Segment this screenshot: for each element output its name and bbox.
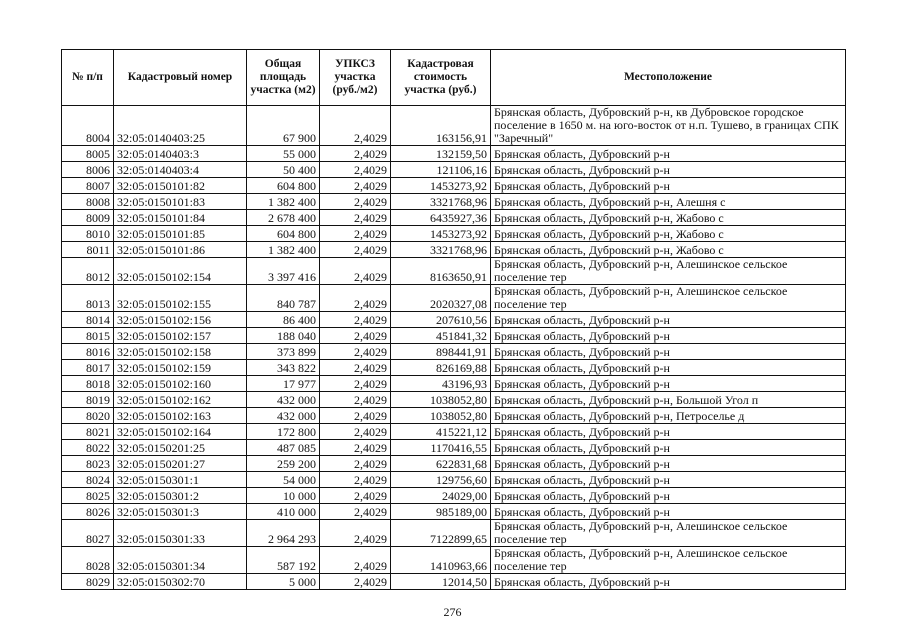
row-rate: 2,4029 [320, 574, 391, 590]
row-number: 8021 [62, 424, 114, 440]
row-cadastral-number: 32:05:0150101:82 [114, 178, 247, 194]
row-location: Брянская область, Дубровский р-н [491, 440, 846, 456]
row-area: 604 800 [247, 226, 320, 242]
row-cost: 1038052,80 [391, 408, 491, 424]
row-cadastral-number: 32:05:0150102:155 [114, 285, 247, 312]
row-location: Брянская область, Дубровский р-н, Алешинское сельское поселение тер [491, 520, 846, 547]
table-row [62, 408, 846, 424]
row-rate: 2,4029 [320, 210, 391, 226]
row-number: 8017 [62, 360, 114, 376]
row-rate: 2,4029 [320, 488, 391, 504]
row-area: 410 000 [247, 504, 320, 520]
header-location: Местоположение [491, 50, 846, 106]
header-cadastral: Кадастровый номер [114, 50, 247, 106]
row-location: Брянская область, Дубровский р-н [491, 328, 846, 344]
row-cost: 898441,91 [391, 344, 491, 360]
table-row [62, 242, 846, 258]
row-number: 8015 [62, 328, 114, 344]
row-cost: 1410963,66 [391, 547, 491, 574]
row-area: 432 000 [247, 408, 320, 424]
row-location: Брянская область, Дубровский р-н [491, 312, 846, 328]
table-row [62, 106, 846, 146]
row-location: Брянская область, Дубровский р-н [491, 178, 846, 194]
row-rate: 2,4029 [320, 226, 391, 242]
row-number: 8013 [62, 285, 114, 312]
row-rate: 2,4029 [320, 242, 391, 258]
row-rate: 2,4029 [320, 504, 391, 520]
row-cadastral-number: 32:05:0150102:162 [114, 392, 247, 408]
row-number: 8007 [62, 178, 114, 194]
row-number: 8029 [62, 574, 114, 590]
row-cadastral-number: 32:05:0150201:27 [114, 456, 247, 472]
row-area: 2 678 400 [247, 210, 320, 226]
row-cost: 826169,88 [391, 360, 491, 376]
row-number: 8016 [62, 344, 114, 360]
row-number: 8006 [62, 162, 114, 178]
row-area: 188 040 [247, 328, 320, 344]
row-rate: 2,4029 [320, 162, 391, 178]
row-cost: 415221,12 [391, 424, 491, 440]
row-location: Брянская область, Дубровский р-н, Алешня с [491, 194, 846, 210]
row-rate: 2,4029 [320, 194, 391, 210]
row-cadastral-number: 32:05:0140403:4 [114, 162, 247, 178]
row-area: 604 800 [247, 178, 320, 194]
row-cadastral-number: 32:05:0140403:3 [114, 146, 247, 162]
row-area: 86 400 [247, 312, 320, 328]
table-row [62, 392, 846, 408]
row-area: 1 382 400 [247, 242, 320, 258]
row-cadastral-number: 32:05:0150102:164 [114, 424, 247, 440]
row-location: Брянская область, Дубровский р-н [491, 146, 846, 162]
row-number: 8008 [62, 194, 114, 210]
row-cadastral-number: 32:05:0150101:85 [114, 226, 247, 242]
row-number: 8028 [62, 547, 114, 574]
row-cost: 985189,00 [391, 504, 491, 520]
row-cost: 1038052,80 [391, 392, 491, 408]
row-location: Брянская область, Дубровский р-н [491, 360, 846, 376]
row-cost: 163156,91 [391, 106, 491, 146]
row-number: 8009 [62, 210, 114, 226]
row-cadastral-number: 32:05:0150101:86 [114, 242, 247, 258]
row-cost: 7122899,65 [391, 520, 491, 547]
row-location: Брянская область, Дубровский р-н, Алешинское сельское поселение тер [491, 547, 846, 574]
row-cadastral-number: 32:05:0150102:163 [114, 408, 247, 424]
table-row [62, 258, 846, 285]
row-location: Брянская область, Дубровский р-н [491, 376, 846, 392]
table-row [62, 488, 846, 504]
table-row [62, 520, 846, 547]
table-row [62, 456, 846, 472]
row-rate: 2,4029 [320, 547, 391, 574]
row-location: Брянская область, Дубровский р-н [491, 344, 846, 360]
row-cost: 3321768,96 [391, 194, 491, 210]
row-location: Брянская область, Дубровский р-н, кв Дубровское городское поселение в 1650 м. на юго-восток от н.п. Тушево, в границах СПК "Заречный" [491, 106, 846, 146]
header-num: № п/п [62, 50, 114, 106]
row-location: Брянская область, Дубровский р-н [491, 504, 846, 520]
row-rate: 2,4029 [320, 285, 391, 312]
row-location: Брянская область, Дубровский р-н, Алешинское сельское поселение тер [491, 285, 846, 312]
page-number: 276 [443, 605, 462, 619]
header-rate: УПКСЗ участка (руб./м2) [320, 50, 391, 106]
row-number: 8005 [62, 146, 114, 162]
table-body [62, 106, 846, 590]
row-location: Брянская область, Дубровский р-н, Жабово с [491, 226, 846, 242]
row-cadastral-number: 32:05:0140403:25 [114, 106, 247, 146]
row-cost: 451841,32 [391, 328, 491, 344]
table-row [62, 424, 846, 440]
row-rate: 2,4029 [320, 408, 391, 424]
row-area: 17 977 [247, 376, 320, 392]
row-rate: 2,4029 [320, 312, 391, 328]
row-cost: 132159,50 [391, 146, 491, 162]
table-row [62, 440, 846, 456]
row-cost: 1170416,55 [391, 440, 491, 456]
row-area: 172 800 [247, 424, 320, 440]
row-number: 8012 [62, 258, 114, 285]
row-area: 432 000 [247, 392, 320, 408]
row-rate: 2,4029 [320, 376, 391, 392]
row-cost: 3321768,96 [391, 242, 491, 258]
row-cost: 207610,56 [391, 312, 491, 328]
row-area: 67 900 [247, 106, 320, 146]
row-rate: 2,4029 [320, 344, 391, 360]
table-row [62, 285, 846, 312]
table-row [62, 376, 846, 392]
table-row [62, 574, 846, 590]
row-cost: 6435927,36 [391, 210, 491, 226]
row-cadastral-number: 32:05:0150102:156 [114, 312, 247, 328]
row-number: 8011 [62, 242, 114, 258]
row-number: 8010 [62, 226, 114, 242]
header-cost: Кадастровая стоимость участка (руб.) [391, 50, 491, 106]
row-area: 259 200 [247, 456, 320, 472]
table-row [62, 162, 846, 178]
row-area: 55 000 [247, 146, 320, 162]
row-rate: 2,4029 [320, 456, 391, 472]
row-rate: 2,4029 [320, 520, 391, 547]
row-area: 587 192 [247, 547, 320, 574]
row-location: Брянская область, Дубровский р-н, Петроселье д [491, 408, 846, 424]
row-rate: 2,4029 [320, 258, 391, 285]
row-number: 8014 [62, 312, 114, 328]
table-row [62, 547, 846, 574]
row-area: 1 382 400 [247, 194, 320, 210]
row-rate: 2,4029 [320, 328, 391, 344]
table-row [62, 344, 846, 360]
row-cadastral-number: 32:05:0150301:2 [114, 488, 247, 504]
row-area: 5 000 [247, 574, 320, 590]
row-area: 3 397 416 [247, 258, 320, 285]
table-row [62, 178, 846, 194]
row-location: Брянская область, Дубровский р-н, Большой Угол п [491, 392, 846, 408]
row-cadastral-number: 32:05:0150301:3 [114, 504, 247, 520]
row-cadastral-number: 32:05:0150102:157 [114, 328, 247, 344]
row-rate: 2,4029 [320, 472, 391, 488]
row-location: Брянская область, Дубровский р-н [491, 488, 846, 504]
table-row [62, 504, 846, 520]
row-cadastral-number: 32:05:0150102:159 [114, 360, 247, 376]
row-rate: 2,4029 [320, 178, 391, 194]
row-location: Брянская область, Дубровский р-н [491, 162, 846, 178]
row-location: Брянская область, Дубровский р-н [491, 424, 846, 440]
header-area: Общая площадь участка (м2) [247, 50, 320, 106]
row-rate: 2,4029 [320, 106, 391, 146]
table-row [62, 312, 846, 328]
row-area: 840 787 [247, 285, 320, 312]
row-cost: 12014,50 [391, 574, 491, 590]
table-row [62, 194, 846, 210]
row-cost: 121106,16 [391, 162, 491, 178]
row-cadastral-number: 32:05:0150301:34 [114, 547, 247, 574]
row-cadastral-number: 32:05:0150201:25 [114, 440, 247, 456]
row-cadastral-number: 32:05:0150101:84 [114, 210, 247, 226]
row-cost: 622831,68 [391, 456, 491, 472]
row-number: 8022 [62, 440, 114, 456]
row-rate: 2,4029 [320, 360, 391, 376]
row-area: 373 899 [247, 344, 320, 360]
row-number: 8004 [62, 106, 114, 146]
row-cadastral-number: 32:05:0150301:1 [114, 472, 247, 488]
row-cost: 8163650,91 [391, 258, 491, 285]
row-location: Брянская область, Дубровский р-н, Жабово с [491, 242, 846, 258]
row-location: Брянская область, Дубровский р-н, Жабово с [491, 210, 846, 226]
table-row [62, 360, 846, 376]
row-rate: 2,4029 [320, 440, 391, 456]
row-number: 8026 [62, 504, 114, 520]
table-row [62, 226, 846, 242]
row-area: 487 085 [247, 440, 320, 456]
cadastral-table [61, 49, 846, 590]
table-header-row [62, 50, 846, 106]
row-rate: 2,4029 [320, 392, 391, 408]
row-cadastral-number: 32:05:0150102:160 [114, 376, 247, 392]
row-cost: 43196,93 [391, 376, 491, 392]
row-cadastral-number: 32:05:0150101:83 [114, 194, 247, 210]
table-row [62, 210, 846, 226]
row-location: Брянская область, Дубровский р-н [491, 456, 846, 472]
row-location: Брянская область, Дубровский р-н [491, 574, 846, 590]
table-row [62, 146, 846, 162]
row-cost: 24029,00 [391, 488, 491, 504]
row-area: 343 822 [247, 360, 320, 376]
row-cost: 1453273,92 [391, 226, 491, 242]
row-number: 8023 [62, 456, 114, 472]
row-cost: 2020327,08 [391, 285, 491, 312]
row-cadastral-number: 32:05:0150102:158 [114, 344, 247, 360]
row-cadastral-number: 32:05:0150302:70 [114, 574, 247, 590]
row-number: 8018 [62, 376, 114, 392]
table-row [62, 328, 846, 344]
row-rate: 2,4029 [320, 146, 391, 162]
row-area: 54 000 [247, 472, 320, 488]
row-number: 8019 [62, 392, 114, 408]
row-number: 8027 [62, 520, 114, 547]
row-location: Брянская область, Дубровский р-н [491, 472, 846, 488]
row-location: Брянская область, Дубровский р-н, Алешинское сельское поселение тер [491, 258, 846, 285]
row-cost: 1453273,92 [391, 178, 491, 194]
row-rate: 2,4029 [320, 424, 391, 440]
row-number: 8020 [62, 408, 114, 424]
row-area: 50 400 [247, 162, 320, 178]
row-area: 10 000 [247, 488, 320, 504]
row-number: 8025 [62, 488, 114, 504]
row-cost: 129756,60 [391, 472, 491, 488]
row-cadastral-number: 32:05:0150301:33 [114, 520, 247, 547]
row-cadastral-number: 32:05:0150102:154 [114, 258, 247, 285]
table-row [62, 472, 846, 488]
row-number: 8024 [62, 472, 114, 488]
row-area: 2 964 293 [247, 520, 320, 547]
